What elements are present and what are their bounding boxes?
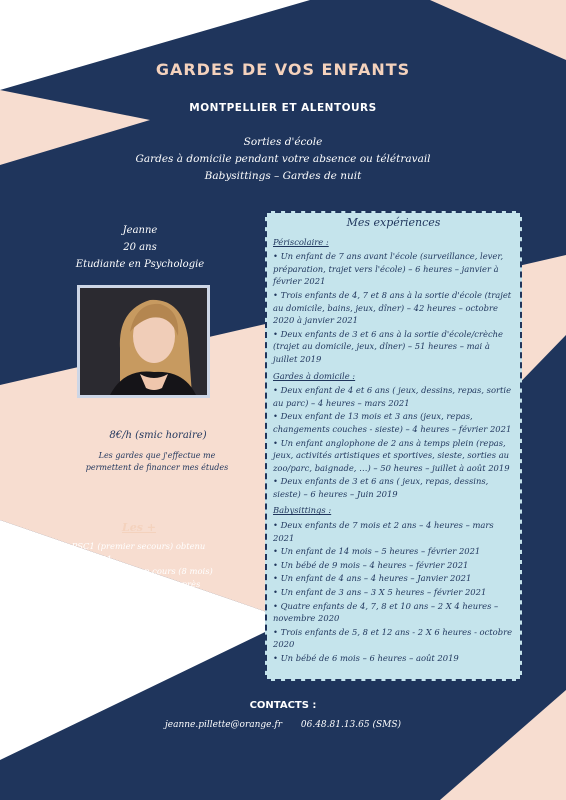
page-title: GARDES DE VOS ENFANTS (155, 60, 411, 79)
periscolaire-list (273, 250, 514, 365)
page-subtitle: MONTPELLIER ET ALENTOURS (189, 102, 377, 114)
plus-title: Les + (122, 521, 156, 534)
profile-photo (77, 285, 210, 398)
service-item: Sorties d'école (243, 136, 323, 148)
babysittings-list (273, 519, 514, 665)
experience-item: • Un enfant de 3 ans – 3 X 5 heures – février 2021 (273, 587, 487, 598)
profile-occupation: Etudiante en Psychologie (75, 259, 205, 270)
plus-list (64, 540, 214, 641)
contact-email: jeanne.pillette@orange.fr (164, 720, 282, 730)
plus-item: • Service civique en cours (8 mois) dans la prévention santé auprès des jeunes (64, 566, 213, 602)
contacts-line (0, 720, 566, 730)
service-item: Babysittings – Gardes de nuit (204, 170, 362, 182)
section-heading-babysittings: Babysittings : (273, 505, 332, 516)
service-item: Gardes à domicile pendant votre absence ou télétravail (135, 153, 431, 165)
contacts-title: CONTACTS : (249, 700, 317, 711)
experience-item: • Trois enfants de 5, 8 et 12 ans - 2 X 6 heures - octobre 2020 (273, 626, 513, 650)
experience-item: • Quatre enfants de 4, 7, 8 et 10 ans – 2 X 4 heures – novembre 2020 (273, 600, 499, 624)
experience-item: • Deux enfants de 7 mois et 2 ans – 4 heures – mars 2021 (273, 520, 494, 543)
profile-info (70, 222, 210, 273)
experience-item: • Un bébé de 9 mois – 4 heures – février 2021 (273, 559, 469, 570)
experiences-title: Mes expériences (346, 216, 441, 229)
services-list (0, 134, 566, 185)
experience-item: • Un enfant anglophone de 2 ans à temps plein (repas, jeux, activités artistiques et sportives, sieste, sorties au zoo/parc, baignade, …) – 50 heures – juillet à août 2019 (273, 437, 510, 473)
experience-item: • Un enfant de 7 ans avant l'école (surveillance, lever, préparation, trajet vers l'école) – 6 heures – janvier à février 2021 (273, 251, 504, 287)
experience-item: • Deux enfants de 3 et 6 ans à la sortie d'école/crèche (trajet au domicile, jeux, dîner) – 51 heures – mai à juillet 2019 (273, 328, 504, 364)
experience-item: • Un bébé de 6 mois – 6 heures – août 2019 (273, 653, 459, 663)
profile-age: 20 ans (123, 242, 157, 253)
hourly-rate: 8€/h (smic horaire) (109, 430, 207, 441)
section-heading-gardes: Gardes à domicile : (273, 370, 356, 381)
experience-item: • Deux enfants de 3 et 6 ans ( jeux, repas, dessins, sieste) – 6 heures – Juin 2019 (273, 476, 489, 499)
portrait-image (80, 288, 207, 395)
experiences-box (265, 211, 522, 681)
plus-item: • 220 heures déjà effectuées (64, 629, 186, 640)
experience-item: • Trois enfants de 4, 7 et 8 ans à la sortie d'école (trajet au domicile, bains, jeux, dîner) – 42 heures – octobre 2020 à janvier 2021 (273, 289, 512, 326)
experience-item: • Deux enfant de 13 mois et 3 ans (jeux, repas, changements couches - sieste) – 4 heures – février 2021 (273, 411, 512, 434)
gardes-list (273, 384, 514, 500)
plus-item: • PSC1 (premier secours) obtenu le 08/02/21 (64, 541, 206, 564)
contact-phone: 06.48.81.13.65 (SMS) (300, 720, 402, 730)
section-heading-periscolaire: Périscolaire : (273, 236, 329, 247)
profile-name: Jeanne (122, 225, 158, 236)
experience-item: • Deux enfant de 4 et 6 ans ( jeux, dessins, repas, sortie au parc) – 4 heures – mars 2021 (273, 385, 512, 408)
plus-item: • Stage dans une unité d'enseignement (64, 603, 162, 627)
experience-item: • Un enfant de 14 mois – 5 heures – février 2021 (273, 546, 481, 557)
rate-note: Les gardes que j'effectue me permettent de financer mes études (85, 451, 229, 472)
experience-item: • Un enfant de 4 ans – 4 heures – Janvier 2021 (273, 573, 472, 584)
